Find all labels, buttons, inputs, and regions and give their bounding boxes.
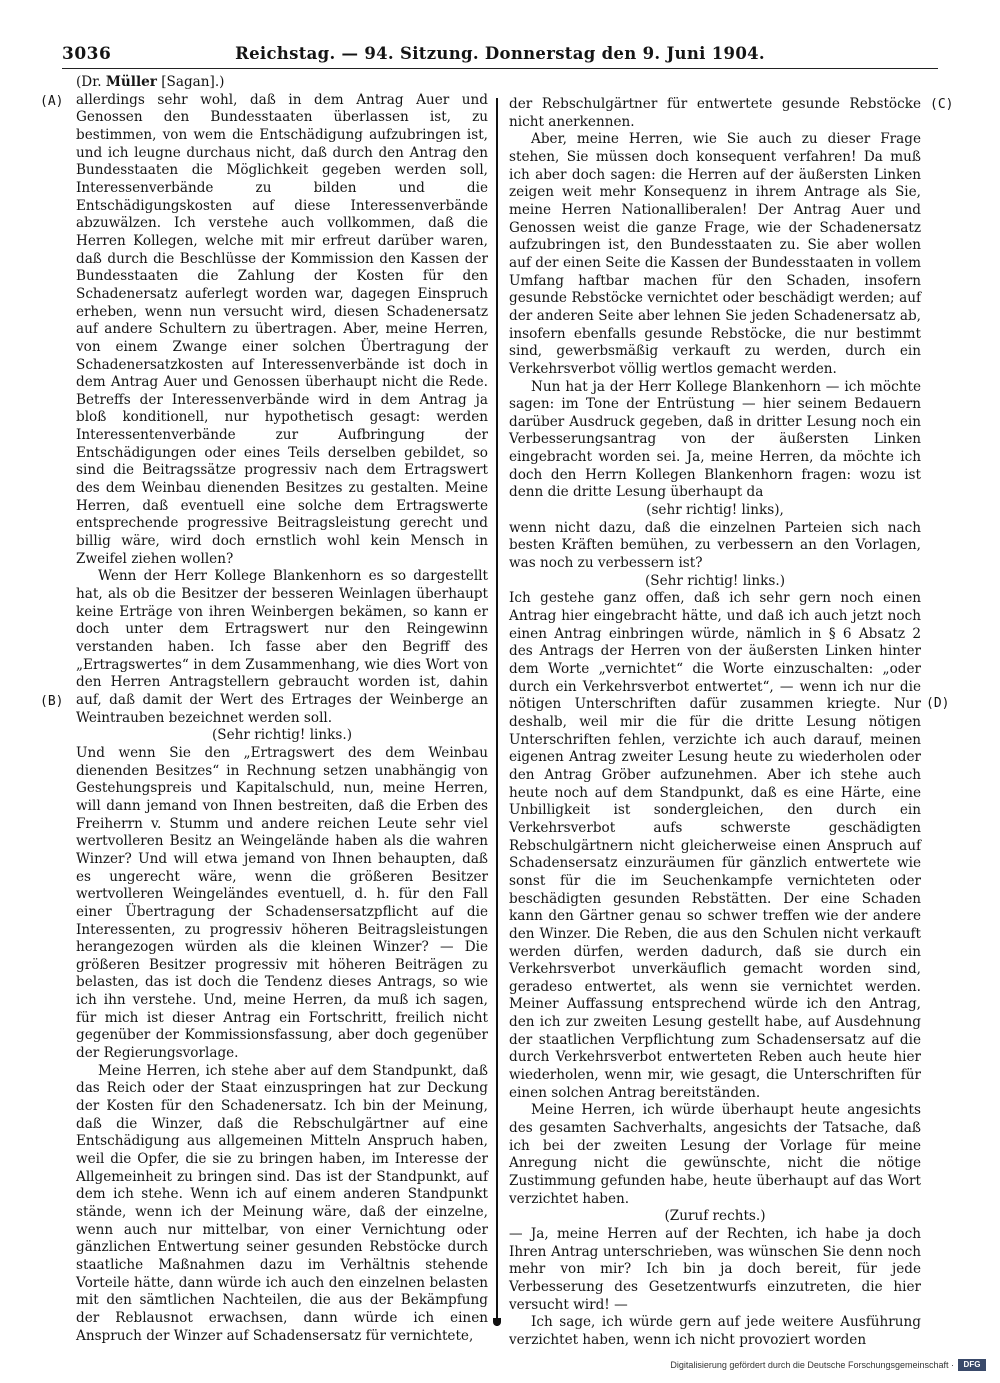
paragraph: Ich sage, ich würde gern auf jede weitere Ausführung verzichtet haben, wenn ich nicht provoziert worden xyxy=(509,1314,921,1348)
running-head: Reichstag. — 94. Sitzung. Donnerstag den 9. Juni 1904. xyxy=(235,44,765,63)
right-column xyxy=(509,96,921,1350)
interjection: (sehr richtig! links), xyxy=(646,502,784,519)
speaker-suffix: [Sagan].) xyxy=(156,74,225,90)
left-column xyxy=(76,74,488,1345)
paragraph: Nun hat ja der Herr Kollege Blankenhorn — ich möchte sagen: im Tone der Entrüstung — hier seinem Bedauern darüber Ausdruck gegeben, daß in dritter Lesung noch ein Verbesserungsantrag von der äußersten Linken eingebracht worden sei. Ja, meine Herren, da möchte ich doch den Herrn Kollegen Blankenhorn fragen: wozu ist denn die dritte Lesung überhaupt da xyxy=(509,378,921,501)
interjection: (Sehr richtig! links.) xyxy=(211,727,353,744)
footer-credit: Digitalisierung gefördert durch die Deutsche Forschungsgemeinschaft · xyxy=(670,1360,954,1370)
margin-marker-b: (B) xyxy=(40,694,64,709)
paragraph: Aber, meine Herren, wie Sie auch zu dieser Frage stehen, Sie müssen doch konsequent verfahren! Da muß ich aber doch sagen: die Herren auf der äußersten Linken zeigen weit mehr Konsequenz in ihrem Antrage als Sie, meine Herren Nationalliberalen! Der Antrag Auer und Genossen weist die ganze Frage, wie der Schadenersatz aufzubringen ist, den Bundesstaaten zu. Sie aber wollen auf der einen Seite die Kassen der Bundesstaaten in vollem Umfang haftbar machen für den Schaden, insofern gesunde Rebstöcke vernichtet oder beschädigt werden; auf der anderen Seite aber lehnen Sie jeden Schadenersatz ab, insofern ebenfalls gesunde Rebstöcke, die nur bestimmt sind, gewerbsmäßig verkauft zu werden, durch ein Verkehrsverbot völlig wertlos gemacht werden. xyxy=(509,131,921,377)
paragraph: allerdings sehr wohl, daß in dem Antrag Auer und Genossen den Bundesstaaten überlassen ist, zu bestimmen, von wem die Entschädigung aufzubringen ist, und ich leugne durchaus nicht, daß durch den Antrag den Bundesstaaten die Möglichkeit gegeben werden soll, Interessenverbände zu bilden und die Entschädigungskosten auf diese Interessenverbände abzuwälzen. Ich verstehe auch vollkommen, daß die Herren Kollegen, welche mit mir erfreut darüber waren, daß durch die Beschlüsse der Kommission den Kassen der Bundesstaaten die Zahlung der Kosten für den Schadenersatz auferlegt worden war, dagegen Einspruch erheben, wenn nun versucht wird, diesen Schadenersatz auf andere Schultern zu übertragen. Aber, meine Herren, von einem Zwange einer solchen Übertragung der Schadenersatzkosten auf Interessenverbände ist doch in dem Antrag Auer und Genossen überhaupt nicht die Rede. Betreffs der Interessenverbände wird in dem Antrag ja bloß konditionell, nur hypothetisch gesagt: werden Interessentenverbände zur Aufbringung der Entschädigungen oder eines Teils derselben gebildet, so sind die Beitragssätze progressiv nach dem Ertragswert des dem Weinbau dienenden Besitzes zu gestalten. Meine Herren, daß eventuell eine solche dem Ertragswerte entsprechende progressive Beitragsleistung gerecht und billig wäre, wird doch ernstlich wohl kein Mensch in Zweifel ziehen wollen? xyxy=(76,91,488,567)
paragraph: Meine Herren, ich stehe aber auf dem Standpunkt, daß das Reich oder der Staat einzuspringen hat zur Deckung der Kosten für den Schadenersatz. Ich bin der Meinung, daß die Winzer, daß die Rebschulgärtner auf eine Entschädigung aus allgemeinen Mitteln Anspruch haben, weil die Opfer, die sie zu bringen haben, im Interesse der Allgemeinheit zu bringen sind. Das ist der Standpunkt, auf dem ich stehe. Wenn ich auf einem anderen Standpunkt stände, wenn ich der Meinung wäre, daß der einzelne, wenn auch nur mittelbar, von einer Vernichtung oder gänzlichen Entwertung seiner gesunden Rebstöcke durch staatliche Maßnahmen dazu im Verhältnis stehende Vorteile hätte, dann würde ich auch den einzelnen belasten mit den sämtlichen Nachteilen, die aus der Bekämpfung der Reblausnot erwachsen, dann würde ich einen Anspruch der Winzer auf Schadensersatz für vernichtete, xyxy=(76,1062,488,1344)
footer xyxy=(670,1359,986,1371)
column-rule-end xyxy=(493,1318,501,1326)
paragraph: Und wenn Sie den „Ertragswert des dem Weinbau dienenden Besitzes“ in Rechnung setzen unabhängig von Gestehungspreis und Kapitalschuld, nun, meine Herren, will dann jemand von Ihnen bestreiten, daß die Erben des Freiherrn v. Stumm und andere reichen Leute sehr viel wertvolleren Besitz an Weingelände haben als die wahren Winzer? Und will etwa jemand von Ihnen behaupten, daß es ungerecht wäre, wenn die größeren Besitzer wertvolleren Weingeländes eventuell, d. h. für den Fall einer Übertragung der Schadensersatzpflicht auf die Interessenten, zu progressiv höheren Beitragsleistungen herangezogen würden als die kleinen Winzer? — Die größeren Besitzer progressiv mit höheren Beiträgen zu belasten, das ist doch die Tendenz dieses Antrags, so wie ich ihn verstehe. Und, meine Herren, da muß ich sagen, für mich ist dieser Antrag ein Fortschritt, freilich nicht gegenüber der Kommissionsfassung, aber doch gegenüber der Regierungsvorlage. xyxy=(76,744,488,1062)
speaker-line xyxy=(76,74,488,92)
margin-marker-a: (A) xyxy=(40,94,64,109)
interjection: (Sehr richtig! links.) xyxy=(644,572,786,589)
paragraph: der Rebschulgärtner für entwertete gesunde Rebstöcke nicht anerkennen. xyxy=(509,96,921,130)
margin-marker-d: (D) xyxy=(926,696,950,711)
speaker-name: Müller xyxy=(105,74,157,90)
dfg-logo: DFG xyxy=(958,1359,986,1371)
column-rule xyxy=(496,98,498,1326)
header-rule xyxy=(62,68,938,69)
paragraph: — Ja, meine Herren auf der Rechten, ich habe ja doch Ihren Antrag unterschrieben, was wünschen Sie denn noch mehr von mir? Ich bin ja doch bereit, für jede Verbesserung des Gesetzentwurfs einzutreten, die hier versucht wird! — xyxy=(509,1226,921,1313)
interjection: (Zuruf rechts.) xyxy=(664,1208,766,1225)
page-header xyxy=(62,44,938,68)
margin-marker-c: (C) xyxy=(930,97,954,112)
page-number: 3036 xyxy=(62,44,112,64)
paragraph: wenn nicht dazu, daß die einzelnen Parteien sich nach besten Kräften bemühen, zu verbessern an den Vorlagen, was noch zu verbessern ist? xyxy=(509,519,921,572)
paragraph: Wenn der Herr Kollege Blankenhorn es so dargestellt hat, als ob die Besitzer der besseren Weinlagen überhaupt keine Erträge von ihren Weinbergen bekämen, so kann er doch unter dem Ertragswert nur den Reingewinn verstanden haben. Ich fasse aber den Begriff des „Ertragswertes“ in dem Zusammenhang, wie dies Wort von den Herren Antragstellern gebraucht worden ist, dahin auf, daß damit der Wert des Ertrages der Weinberge an Weintrauben bezeichnet werden soll. xyxy=(76,568,488,726)
paragraph: Meine Herren, ich würde überhaupt heute angesichts des gesamten Sachverhalts, angesichts der Tatsache, daß ich bei der zweiten Lesung der Vorlage für meine Anregung nicht die gewünschte, nicht die nötige Zustimmung gefunden habe, heute überhaupt auf das Wort verzichtet haben. xyxy=(509,1102,921,1207)
speaker-prefix: (Dr. xyxy=(76,74,106,90)
paragraph: Ich gestehe ganz offen, daß ich sehr gern noch einen Antrag hier eingebracht hätte, und daß ich auch jetzt noch einen Antrag einbringen würde, nämlich in § 6 Absatz 2 des Antrags der Herren von der äußersten Linken hinter dem Worte „vernichtet“ die Worte einzuschalten: „oder durch ein Verkehrsverbot entwertet“, — wenn ich nur die nötigen Unterschriften dafür zusammen kriegte. Nur deshalb, weil mir die für die dritte Lesung nötigen Unterschriften fehlen, verzichte ich auch darauf, meinen eigenen Antrag zweiter Lesung heute zu wiederholen oder den Antrag Gröber aufzunehmen. Aber ich stehe auch heute noch auf dem Standpunkt, daß es eine Härte, eine Unbilligkeit ist sondergleichen, den durch ein Verkehrsverbot aufs schwerste geschädigten Rebschulgärtnern nicht gleicherweise einen Anspruch auf Schadensersatz einzuräumen für gänzlich entwertete wie sonst für die im Seuchenkampfe vernichteten oder beschädigten gesunden Rebstätten. Der eine Schaden kann den Gärtner genau so schwer treffen wie der andere den Winzer. Die Reben, die aus den Schulen nicht verkauft werden dürfen, werden dadurch, daß sie durch ein Verkehrsverbot unverkäuflich gemacht worden sind, geradeso entwertet, als wenn sie vernichtet werden. Meiner Auffassung entsprechend würde ich den Antrag, den ich zur zweiten Lesung gestellt habe, auf Ausdehnung der staatlichen Verpflichtung zum Schadensersatz auf die durch Verkehrsverbot entwerteten Reben auch heute hier wiederholen, wenn mir, wie gesagt, die Unterschriften für einen solchen Antrag bereitständen. xyxy=(509,590,921,1101)
